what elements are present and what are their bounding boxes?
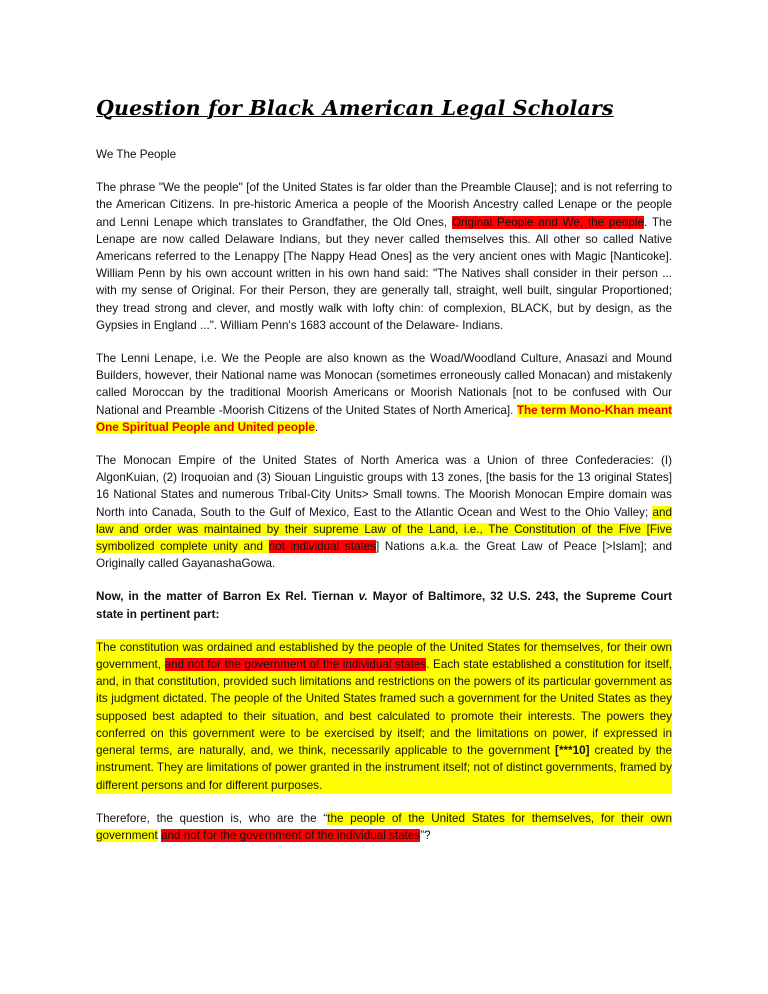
yellow-highlight: and law and order was maintained by their supreme Law of the Land, i.e., The Constitution of the Five [Five symbolized complete unity and [96, 505, 672, 554]
yellow-highlight-emphasis: The term Mono-Khan meant One Spiritual People and United people [96, 403, 672, 434]
text: . Each state established a constitution for itself, and, in that constitution, provided such limitations and restrictions on the powers of its particular government as its judgment dictated. The people of the United States framed such a government for the United States as they supposed best adapted to their situation, and best calculated to promote their interests. The powers they conferred on this government were to be exercised by itself; and the limitations on power, if expressed in general terms, are naturally, and, we think, necessarily applicable to the government [96, 658, 673, 758]
text: The Monocan Empire of the United States of North America was a Union of three Confederacies: (I) AlgonKuian, (2) Iroquoian and (3) Siouan Linguistic groups with 13 zones, [the basis for the 13 original States] 16 National States and numerous Tribal-City Units> Small towns. The Moorish Monocan Empire domain was North into Canada, South to the Gulf of Mexico, East to the Atlantic Ocean and West to the Ohio Valley; [96, 454, 672, 519]
paragraph-4 [96, 588, 672, 622]
page-title: Question for Black American Legal Scholars [96, 96, 614, 120]
text: The Lenni Lenape, i.e. We the People are also known as the Woad/Woodland Culture, Anasazi and Mound Builders, however, their National name was Monocan (sometimes erroneously called Monacan) and mistakenly called Moroccan by the traditional Moorish Americans or Moorish Nationals [not to be confused with Our National and Preamble -Moorish Citizens of the United States of North America]. [96, 352, 672, 417]
red-highlight: and not for the government of the individual states [160, 828, 421, 842]
text: Therefore, the question is, who are the “ [96, 811, 328, 825]
paragraph-2 [96, 350, 672, 436]
red-highlight: and not for the government of the individual states [164, 658, 427, 672]
page-marker: [***10] [555, 744, 590, 758]
text: ] Nations a.k.a. the Great Law of Peace [>Islam]; and Originally called GayanashaGowa. [96, 540, 673, 571]
text: The phrase "We the people" [of the United States is far older than the Preamble Clause]; and is not referring to the American Citizens. In pre-historic America a people of the Moorish Ancestry called Lenape or the people and Lenni Lenape which translates to Grandfather, the Old Ones, [96, 181, 672, 229]
document-page [96, 96, 672, 860]
quote-paragraph [96, 639, 672, 794]
text: Now, in the matter of Barron Ex Rel. Tiernan [96, 590, 359, 604]
versus: v. [358, 590, 368, 604]
paragraph-6 [96, 810, 672, 844]
text: . [314, 420, 319, 434]
red-highlight: not individual states [268, 540, 377, 554]
paragraph-1 [96, 179, 672, 334]
text: Mayor of Baltimore, 32 U.S. 243, the Supreme Court state in pertinent part: [96, 590, 672, 621]
yellow-highlight: the people of the United States for themselves, for their own government [96, 811, 672, 842]
section-heading: We The People [96, 148, 177, 161]
text: ”? [420, 828, 431, 842]
text: The constitution was ordained and established by the people of the United States for themselves, for their own government, [96, 640, 672, 672]
red-highlight: Original People and We, the people [451, 215, 645, 229]
paragraph-3 [96, 452, 672, 572]
text: created by the instrument. They are limitations of power granted in the instrument itself; not of distinct governments, framed by different persons and for different purposes. [96, 744, 672, 792]
text: . The Lenape are now called Delaware Indians, but they never called themselves this. All other so called Native Americans referred to the Lenappy [The Nappy Head Ones] as the very ancient ones with Magic [Nanticoke]. William Penn by his own account written in his own hand said: "The Natives shall consider in their person ... with my sense of Original. For their Person, they are generally tall, straight, well built, singular Proportioned; they tread strong and clever, and mostly walk with lofty chin: of complexion, BLACK, but by design, as the Gypsies in England ...". William Penn's 1683 account of the Delaware- Indians. [96, 215, 672, 332]
